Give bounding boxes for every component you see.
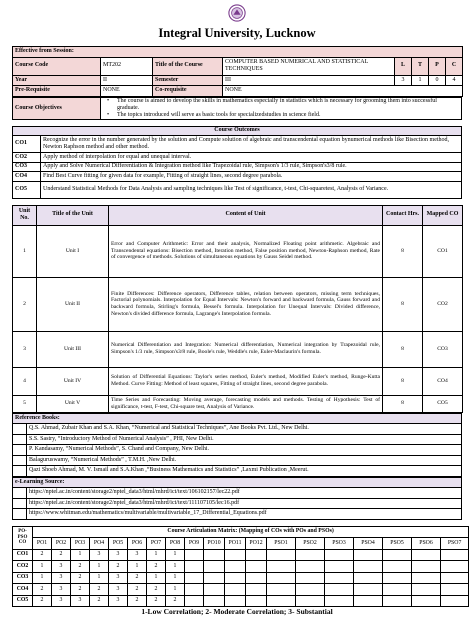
corner-co-label: CO (18, 540, 27, 546)
matrix-cell (354, 549, 383, 561)
matrix-cell: 1 (33, 572, 52, 584)
ltpc-t-label: T (412, 57, 429, 75)
elearning-heading: e-Learning Source: (13, 477, 462, 488)
matrix-column-header: PO5 (109, 538, 128, 550)
matrix-cell (354, 584, 383, 596)
matrix-cell: 3 (71, 595, 90, 607)
matrix-cell: 2 (90, 595, 109, 607)
unit-row (13, 225, 463, 277)
matrix-column-header: PO9 (185, 538, 204, 550)
unit-title: Unit V (37, 395, 109, 412)
unit-hours: 8 (383, 331, 423, 367)
matrix-cell: 1 (166, 584, 185, 596)
matrix-co-label: CO3 (13, 572, 33, 584)
coreq-label: Co-requisite (153, 86, 223, 97)
unit-hours: 8 (383, 367, 423, 395)
matrix-cell (267, 549, 296, 561)
matrix-cell: 2 (147, 595, 166, 607)
matrix-column-header: PSO3 (325, 538, 354, 550)
matrix-cell: 2 (71, 584, 90, 596)
matrix-co-label: CO4 (13, 584, 33, 596)
unit-co: CO1 (423, 225, 463, 277)
matrix-cell: 1 (33, 561, 52, 573)
unit-row (13, 395, 463, 412)
matrix-cell: 2 (147, 561, 166, 573)
outcome-code: CO3 (13, 162, 41, 172)
matrix-cell: 2 (109, 561, 128, 573)
matrix-cell (325, 584, 354, 596)
year-value: II (101, 75, 153, 86)
corner-pso-label: PSO (17, 534, 28, 540)
reference-item: S.S. Sastry, “Introductory Method of Numerical Analysis” , PHI, New Delhi. (27, 434, 462, 445)
matrix-column-header: PO7 (147, 538, 166, 550)
matrix-cell: 2 (166, 595, 185, 607)
matrix-cell: 1 (90, 572, 109, 584)
unit-title: Unit II (37, 277, 109, 331)
matrix-cell (267, 572, 296, 584)
matrix-cell: 2 (71, 561, 90, 573)
matrix-cell: 1 (71, 549, 90, 561)
matrix-cell (325, 561, 354, 573)
unit-content: Numerical Differentiation and Integration: Numerical differentiation, Numerical integration by Trapezoidal rule, Simpson's 1/3 rule, Simpson's3/8 rule, Boole's rule, Weddle's rule, Euler-Maclaurin's formula. (109, 331, 383, 367)
outcome-code: CO4 (13, 172, 41, 182)
matrix-cell (185, 549, 204, 561)
matrix-cell (296, 549, 325, 561)
unit-content: Time Series and Forecasting: Moving average, forecasting models and methods. Testing of Hypothesis: Test of significance, t-test, F-test, Chi-square test, Analysis of Variance. (109, 395, 383, 412)
course-code: MT202 (101, 57, 153, 75)
unit-title: Unit IV (37, 367, 109, 395)
unit-content: Finite Differences: Difference operators, Difference tables, relation between operators, missing term techniques, Factorial polynomials. Interpolation for Equal Intervals: Newton's forward and backward formula, Gauss forward and backward formula, Stirling's formula, Bessel's formula. Interpolation for Unequal Intervals: Divided difference, Newton's divided difference formula, Lagrange's Interpolation formula. (109, 277, 383, 331)
matrix-cell: 1 (128, 561, 147, 573)
matrix-cell (267, 595, 296, 607)
unit-no: 1 (13, 225, 37, 277)
matrix-cell: 1 (166, 572, 185, 584)
unit-row (13, 277, 463, 331)
matrix-cell: 1 (166, 549, 185, 561)
unit-content-header: Content of Unit (109, 205, 383, 225)
objective-item: • The topics introduced will serve as basic tools for specializedstudies in science field. (103, 112, 459, 119)
university-seal-icon (228, 4, 246, 22)
unit-no: 3 (13, 331, 37, 367)
references-heading: Reference Books: (13, 413, 462, 424)
matrix-cell: 2 (33, 549, 52, 561)
units-table (12, 205, 463, 413)
matrix-cell (354, 572, 383, 584)
elearning-link[interactable]: https://nptel.ac.in/content/storage2/nptel_data3/html/mhrd/ict/text/111107105/lec16.pdf (27, 498, 462, 509)
ltpc-l-label: L (395, 57, 412, 75)
matrix-cell (225, 584, 246, 596)
outcome-code: CO2 (13, 153, 41, 163)
matrix-column-header: PSO2 (296, 538, 325, 550)
coreq-value: NONE (223, 86, 463, 97)
matrix-cell (441, 595, 469, 607)
outcome-text: Understand Statistical Methods for Data Analysis and sampling techniques like Test of significance, t-test, Chi-squaretest, Analysis of Variance. (41, 181, 462, 198)
matrix-row (13, 572, 469, 584)
matrix-column-header: PSO6 (412, 538, 441, 550)
objectives-label: Course Objectives (13, 97, 101, 120)
matrix-cell: 2 (33, 595, 52, 607)
matrix-cell: 2 (33, 584, 52, 596)
reference-item: P. Kandasamy, “Numerical Methods”, S. Chand and Company, New Delhi. (27, 445, 462, 456)
matrix-column-header: PSO5 (383, 538, 412, 550)
matrix-cell (325, 595, 354, 607)
matrix-cell (383, 572, 412, 584)
corner-po-label: PO- (18, 529, 27, 535)
matrix-cell: 1 (147, 549, 166, 561)
matrix-cell (246, 584, 267, 596)
contact-hours-header: Contact Hrs. (383, 205, 423, 225)
unit-co: CO5 (423, 395, 463, 412)
outcomes-heading: Course Outcomes (13, 127, 462, 136)
matrix-cell (441, 561, 469, 573)
objectives-table (12, 97, 462, 121)
matrix-cell (441, 549, 469, 561)
ltpc-p-value: 0 (429, 75, 446, 86)
unit-co: CO3 (423, 331, 463, 367)
matrix-cell (412, 572, 441, 584)
unit-row (13, 367, 463, 395)
correlation-legend: 1-Low Correlation; 2- Moderate Correlation; 3- Substantial (141, 607, 333, 616)
matrix-cell (412, 561, 441, 573)
matrix-column-header: PSO1 (267, 538, 296, 550)
unit-co: CO4 (423, 367, 463, 395)
matrix-cell: 2 (52, 549, 71, 561)
matrix-column-header: PSO4 (354, 538, 383, 550)
matrix-column-header: PO6 (128, 538, 147, 550)
matrix-row (13, 595, 469, 607)
matrix-cell: 1 (147, 572, 166, 584)
matrix-cell (204, 595, 225, 607)
year-label: Year (13, 75, 101, 86)
matrix-cell (225, 561, 246, 573)
matrix-row (13, 549, 469, 561)
matrix-caption: Course Articulation Matrix: (Mapping of COs with POs and PSOs) (33, 526, 469, 538)
reference-item: Balaguruswamy, “Numerical Methods” , T.M.H. ,New Delhi. (27, 455, 462, 466)
unit-row (13, 331, 463, 367)
matrix-cell: 2 (128, 584, 147, 596)
unit-no: 4 (13, 367, 37, 395)
matrix-cell (296, 595, 325, 607)
matrix-cell (383, 561, 412, 573)
matrix-cell (204, 572, 225, 584)
matrix-cell: 3 (109, 549, 128, 561)
outcome-text: Recognize the error in the number generated by the solution and Compute solution of algebraic and transcendental equation bynumerical methods like Bisection method, Newton Raphson method and other method. (41, 136, 462, 153)
matrix-co-label: CO5 (13, 595, 33, 607)
mapped-co-header: Mapped CO (423, 205, 463, 225)
matrix-column-header: PSO7 (441, 538, 469, 550)
outcome-text: Apply method of interpolation for equal and unequal interval. (41, 153, 462, 163)
prereq-label: Pre-Requisite (13, 86, 101, 97)
matrix-cell (325, 572, 354, 584)
course-title-label: Title of the Course (153, 57, 223, 75)
ltpc-t-value: 1 (412, 75, 429, 86)
matrix-cell (185, 584, 204, 596)
unit-title: Unit III (37, 331, 109, 367)
matrix-cell (204, 584, 225, 596)
articulation-matrix (12, 526, 469, 608)
ltpc-c-value: 4 (446, 75, 463, 86)
page-header (12, 4, 462, 46)
course-info-table (12, 46, 463, 97)
outcome-text: Find Best Curve fitting for given data for example, Fitting of straight lines, second degree parabola. (41, 172, 462, 182)
matrix-cell (246, 561, 267, 573)
matrix-column-header: PO3 (71, 538, 90, 550)
matrix-cell (246, 595, 267, 607)
semester-value: III (223, 75, 395, 86)
matrix-column-header: PO1 (33, 538, 52, 550)
matrix-co-label: CO2 (13, 561, 33, 573)
matrix-cell: 2 (128, 572, 147, 584)
unit-content: Error and Computer Arithmetic: Error and their analysis, Normalized Floating point arithmetic. Algebraic and Transcendental equations: Bisection method, Iteration method, False position method, Newton-Raphson method, Rate of convergence of methods. Solutions of simultaneous equations by Gauss Seidel method. (109, 225, 383, 277)
matrix-cell (204, 549, 225, 561)
ltpc-c-label: C (446, 57, 463, 75)
unit-hours: 8 (383, 277, 423, 331)
matrix-cell: 3 (128, 549, 147, 561)
objectives-list (101, 97, 462, 120)
matrix-cell (412, 584, 441, 596)
outcome-code: CO1 (13, 136, 41, 153)
matrix-cell (441, 572, 469, 584)
matrix-column-header: PO12 (246, 538, 267, 550)
elearning-table (12, 477, 462, 520)
matrix-cell (246, 549, 267, 561)
reference-item: Qazi Shoeb Ahmad, M. V. Ismail and S.A.Khan ,“Business Mathematics and Statistics” ,Laxmi Publication ,Meerut. (27, 466, 462, 477)
matrix-corner (13, 526, 33, 549)
elearning-link[interactable]: https://www.whitman.edu/mathematics/multivariable/multivariable_17_Differential_Equations.pdf (27, 509, 462, 520)
unit-hours: 8 (383, 225, 423, 277)
matrix-cell (185, 572, 204, 584)
matrix-cell: 1 (90, 561, 109, 573)
matrix-cell: 3 (52, 561, 71, 573)
matrix-cell: 3 (52, 584, 71, 596)
matrix-cell (412, 549, 441, 561)
ltpc-p-label: P (429, 57, 446, 75)
matrix-cell: 3 (109, 584, 128, 596)
matrix-cell: 3 (109, 572, 128, 584)
session-label: Effective from Session: (13, 47, 463, 58)
course-outcomes-table (12, 126, 462, 199)
matrix-header-row (13, 538, 469, 550)
syllabus-page (12, 4, 462, 616)
matrix-cell (204, 561, 225, 573)
matrix-cell: 3 (52, 572, 71, 584)
matrix-cell (225, 549, 246, 561)
matrix-cell (383, 584, 412, 596)
matrix-cell (412, 595, 441, 607)
matrix-cell: 2 (128, 595, 147, 607)
matrix-cell (296, 572, 325, 584)
matrix-cell (185, 561, 204, 573)
matrix-cell: 1 (166, 561, 185, 573)
matrix-cell (383, 595, 412, 607)
unit-no: 2 (13, 277, 37, 331)
matrix-cell (246, 572, 267, 584)
matrix-column-header: PO4 (90, 538, 109, 550)
matrix-cell: 2 (71, 572, 90, 584)
unit-no-header: Unit No. (13, 205, 37, 225)
prereq-value: NONE (101, 86, 153, 97)
unit-hours: 8 (383, 395, 423, 412)
matrix-cell: 3 (90, 549, 109, 561)
matrix-cell: 2 (90, 584, 109, 596)
course-title: COMPUTER BASED NUMERICAL AND STATISTICAL TECHNIQUES (223, 57, 395, 75)
matrix-cell (225, 595, 246, 607)
matrix-column-header: PO11 (225, 538, 246, 550)
matrix-cell: 2 (147, 584, 166, 596)
unit-content: Solution of Differential Equations: Taylor's series method, Euler's method, Modified Euler's method, Runge-Kutta Method. Curve Fitting: Method of least squares, Fitting of straight lines, second degree parabola. (109, 367, 383, 395)
matrix-cell (296, 561, 325, 573)
outcome-text: Apply and Solve Numerical Differentiation & Integration method like Trapezoidal rule, Simpson's 1/3 rule, Simpson's3/8 rule. (41, 162, 462, 172)
reference-books-table (12, 413, 462, 477)
matrix-cell: 3 (109, 595, 128, 607)
university-name: Integral University, Lucknow (158, 26, 316, 40)
matrix-cell (383, 549, 412, 561)
ltpc-l-value: 3 (395, 75, 412, 86)
matrix-column-header: PO8 (166, 538, 185, 550)
unit-no: 5 (13, 395, 37, 412)
matrix-co-label: CO1 (13, 549, 33, 561)
unit-title: Unit I (37, 225, 109, 277)
matrix-cell: 3 (52, 595, 71, 607)
matrix-cell (296, 584, 325, 596)
matrix-cell (185, 595, 204, 607)
matrix-cell (267, 561, 296, 573)
matrix-row (13, 561, 469, 573)
matrix-cell (354, 561, 383, 573)
matrix-cell (267, 584, 296, 596)
matrix-cell (354, 595, 383, 607)
outcome-code: CO5 (13, 181, 41, 198)
matrix-cell (441, 584, 469, 596)
matrix-column-header: PO10 (204, 538, 225, 550)
matrix-row (13, 584, 469, 596)
unit-title-header: Title of the Unit (37, 205, 109, 225)
unit-co: CO2 (423, 277, 463, 331)
elearning-link[interactable]: https://nptel.ac.in/content/storage2/nptel_data3/html/mhrd/ict/text/106102157/lec22.pdf (27, 488, 462, 499)
reference-item: Q.S. Ahmad, Zubair Khan and S.A. Khan, “Numerical and Statistical Techniques”, Ane Books Pvt. Ltd., New Delhi. (27, 424, 462, 435)
matrix-cell (225, 572, 246, 584)
objective-item: • The course is aimed to develop the skills in mathematics especially in statistics which is necessary for grooming them into successful graduate. (103, 98, 459, 112)
semester-label: Semester (153, 75, 223, 86)
course-code-label: Course Code (13, 57, 101, 75)
matrix-column-header: PO2 (52, 538, 71, 550)
matrix-cell (325, 549, 354, 561)
